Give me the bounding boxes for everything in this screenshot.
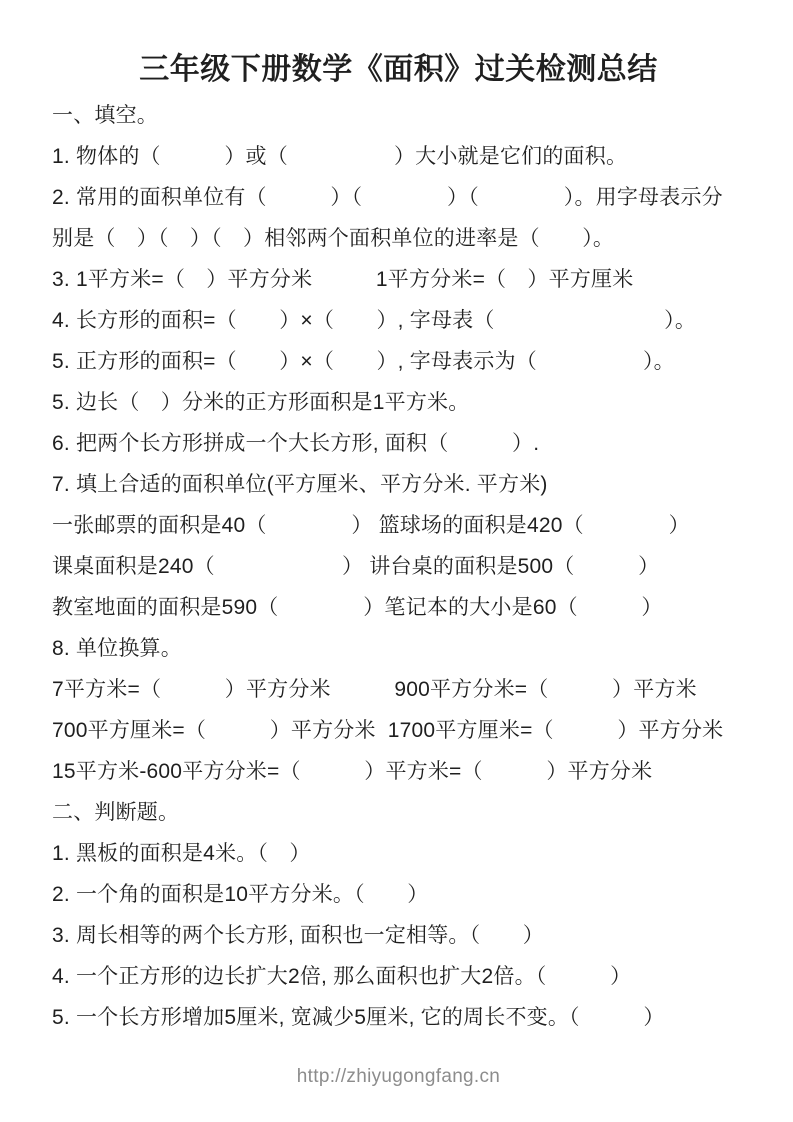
true-false-item-4: 4. 一个正方形的边长扩大2倍, 那么面积也扩大2倍。（ ） bbox=[52, 965, 632, 988]
fill-blank-item-4: 4. 长方形的面积=（ ）×（ ）, 字母表（ ）。 bbox=[52, 309, 697, 332]
fill-blank-item-2-continued: 别是（ ）（ ）（ ）相邻两个面积单位的进率是（ ）。 bbox=[52, 227, 615, 250]
section-fill-blank-heading: 一、填空。 bbox=[52, 104, 158, 127]
fill-blank-item-7-row-1: 一张邮票的面积是40（ ） 篮球场的面积是420（ ） bbox=[52, 514, 690, 537]
fill-blank-item-7-row-2: 课桌面积是240（ ） 讲台桌的面积是500（ ） bbox=[52, 555, 660, 578]
fill-blank-item-8: 8. 单位换算。 bbox=[52, 637, 182, 660]
footer-url: http://zhiyugongfang.cn bbox=[296, 1066, 501, 1087]
fill-blank-item-5: 5. 正方形的面积=（ ）×（ ）, 字母表示为（ ）。 bbox=[52, 350, 675, 373]
fill-blank-item-5b: 5. 边长（ ）分米的正方形面积是1平方米。 bbox=[52, 391, 470, 414]
true-false-item-3: 3. 周长相等的两个长方形, 面积也一定相等。（ ） bbox=[52, 924, 544, 947]
fill-blank-item-3: 3. 1平方米=（ ）平方分米 1平方分米=（ ）平方厘米 bbox=[52, 268, 634, 291]
page-title: 三年级下册数学《面积》过关检测总结 bbox=[139, 53, 658, 86]
fill-blank-item-1: 1. 物体的（ ）或（ ）大小就是它们的面积。 bbox=[52, 145, 628, 168]
unit-conversion-row-2: 700平方厘米=（ ）平方分米 1700平方厘米=（ ）平方分米 bbox=[52, 719, 724, 742]
section-true-false-heading: 二、判断题。 bbox=[52, 801, 180, 824]
unit-conversion-row-3: 15平方米-600平方分米=（ ）平方米=（ ）平方分米 bbox=[52, 760, 653, 783]
true-false-item-1: 1. 黑板的面积是4米。（ ） bbox=[52, 842, 311, 865]
fill-blank-item-7: 7. 填上合适的面积单位(平方厘米、平方分米. 平方米) bbox=[52, 473, 548, 496]
fill-blank-item-2: 2. 常用的面积单位有（ ）（ ）（ ）。用字母表示分 bbox=[52, 186, 723, 209]
true-false-item-5: 5. 一个长方形增加5厘米, 宽减少5厘米, 它的周长不变。（ ） bbox=[52, 1006, 665, 1029]
unit-conversion-row-1: 7平方米=（ ）平方分米 900平方分米=（ ）平方米 bbox=[52, 678, 697, 701]
true-false-item-2: 2. 一个角的面积是10平方分米。（ ） bbox=[52, 883, 429, 906]
fill-blank-item-6: 6. 把两个长方形拼成一个大长方形, 面积（ ）. bbox=[52, 432, 540, 455]
fill-blank-item-7-row-3: 教室地面的面积是590（ ）笔记本的大小是60（ ） bbox=[52, 596, 663, 619]
